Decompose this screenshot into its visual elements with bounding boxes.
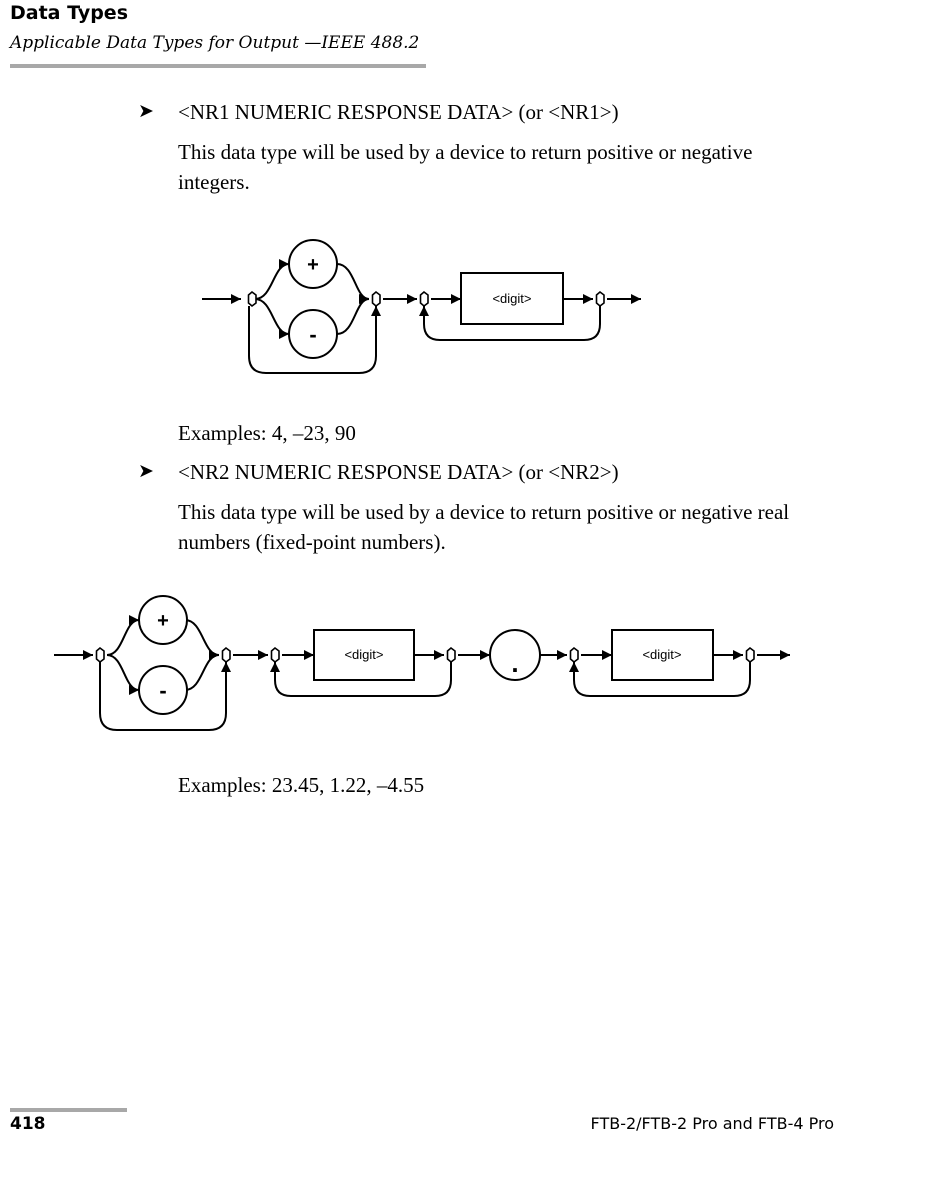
nr1-heading: <NR1 NUMERIC RESPONSE DATA> (or <NR1>): [178, 100, 619, 124]
nr2-digit-box: <digit>: [344, 647, 384, 662]
header-divider: [10, 64, 426, 68]
nr1-syntax-diagram: [0, 230, 950, 390]
nr1-description: This data type will be used by a device to return positive or negative integers.: [178, 140, 753, 194]
nr2-fraction-digit-box: <digit>: [642, 647, 682, 662]
nr2-syntax-diagram: [0, 588, 950, 738]
nr2-minus-sign: -: [159, 678, 167, 703]
nr2-plus-sign: +: [157, 610, 169, 632]
page-number: 418: [10, 1114, 46, 1134]
footer-divider: [10, 1108, 127, 1112]
nr2-examples: Examples: 23.45, 1.22, –4.55: [178, 773, 425, 797]
page-header-title: Data Types: [10, 2, 128, 24]
nr2-decimal-point: .: [511, 648, 519, 678]
bullet-arrow-icon: ➤: [138, 460, 154, 482]
nr1-minus-sign: -: [309, 322, 317, 347]
nr2-heading: <NR2 NUMERIC RESPONSE DATA> (or <NR2>): [178, 460, 619, 484]
nr1-plus-sign: +: [307, 254, 319, 276]
product-name: FTB-2/FTB-2 Pro and FTB-4 Pro: [590, 1114, 834, 1133]
page-header-subtitle: Applicable Data Types for Output —IEEE 488.2: [10, 33, 420, 53]
bullet-arrow-icon: ➤: [138, 100, 154, 122]
nr2-description: This data type will be used by a device to return positive or negative real numbers (fixed-point numbers).: [178, 500, 790, 554]
nr1-examples: Examples: 4, –23, 90: [178, 421, 356, 445]
nr1-digit-box: <digit>: [492, 291, 532, 306]
